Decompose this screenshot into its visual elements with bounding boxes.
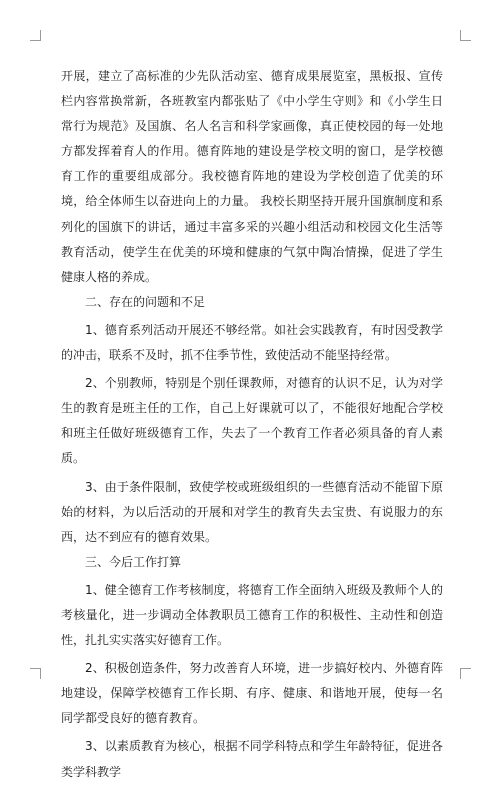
crop-mark-bottom-left <box>30 668 41 679</box>
crop-mark-top-right <box>460 30 471 41</box>
document-body <box>61 64 443 785</box>
crop-mark-bottom-right <box>460 668 471 679</box>
paragraph-problem-1: 1、德育系列活动开展还不够经常。如社会实践教育，有时因受教学的冲击，联系不及时，抓不住季节性，致使活动不能坚持经常。 <box>61 322 443 363</box>
paragraph-problem-3: 3、由于条件限制，致使学校或班级组织的一些德育活动不能留下原始的材料，为以后活动的开展和对学生的教育失去宝贵、有说服力的东西，达不到应有的德育效果。 <box>61 479 443 544</box>
paragraph-moral-education-positions: 开展，建立了高标准的少先队活动室、德育成果展览室，黑板报、宣传栏内容常换常新，各班教室内都张贴了《中小学生守则》和《小学生日常行为规范》及国旗、名人名言和科学家画像，真正使校园的每一处地方都发挥着育人的作用。德育阵地的建设是学校文明的窗口，是学校德育工作的重要组成部分。我校德育阵地的建设为学校创造了优美的环境，给全体师生以奋进向上的力量。 我校长期坚持开展升国旗制度和系列化的国旗下的讲话，通过丰富多采的兴趣小组活动和校园文化生活等教育活动，使学生在优美的环境和健康的气氛中陶冶情操，促进了学生健康人格的养成。 <box>61 69 443 284</box>
section-heading-problems: 二、存在的问题和不足 <box>85 294 206 309</box>
paragraph-plan-1: 1、健全德育工作考核制度，将德育工作全面纳入班级及教师个人的考核量化，进一步调动全体教职员工德育工作的积极性、主动性和创造性，扎扎实实落实好德育工作。 <box>61 582 443 648</box>
crop-mark-top-left <box>30 30 41 41</box>
paragraph-plan-3: 3、以素质教育为核心，根据不同学科特点和学生年龄特征，促进各类学科教学 <box>61 739 443 779</box>
paragraph-problem-2: 2、个别教师，特别是个别任课教师，对德育的认识不足，认为对学生的教育是班主任的工作，自己上好课就可以了，不能很好地配合学校和班主任做好班级德育工作，失去了一个教育工作者必须具备的育人素质。 <box>61 376 443 466</box>
section-heading-future-plans: 三、今后工作打算 <box>85 554 182 569</box>
paragraph-plan-2: 2、积极创造条件，努力改善育人环境，进一步搞好校内、外德育阵地建设，保障学校德育工作长期、有序、健康、和谐地开展，使每一名同学都受良好的德育教育。 <box>61 661 443 726</box>
